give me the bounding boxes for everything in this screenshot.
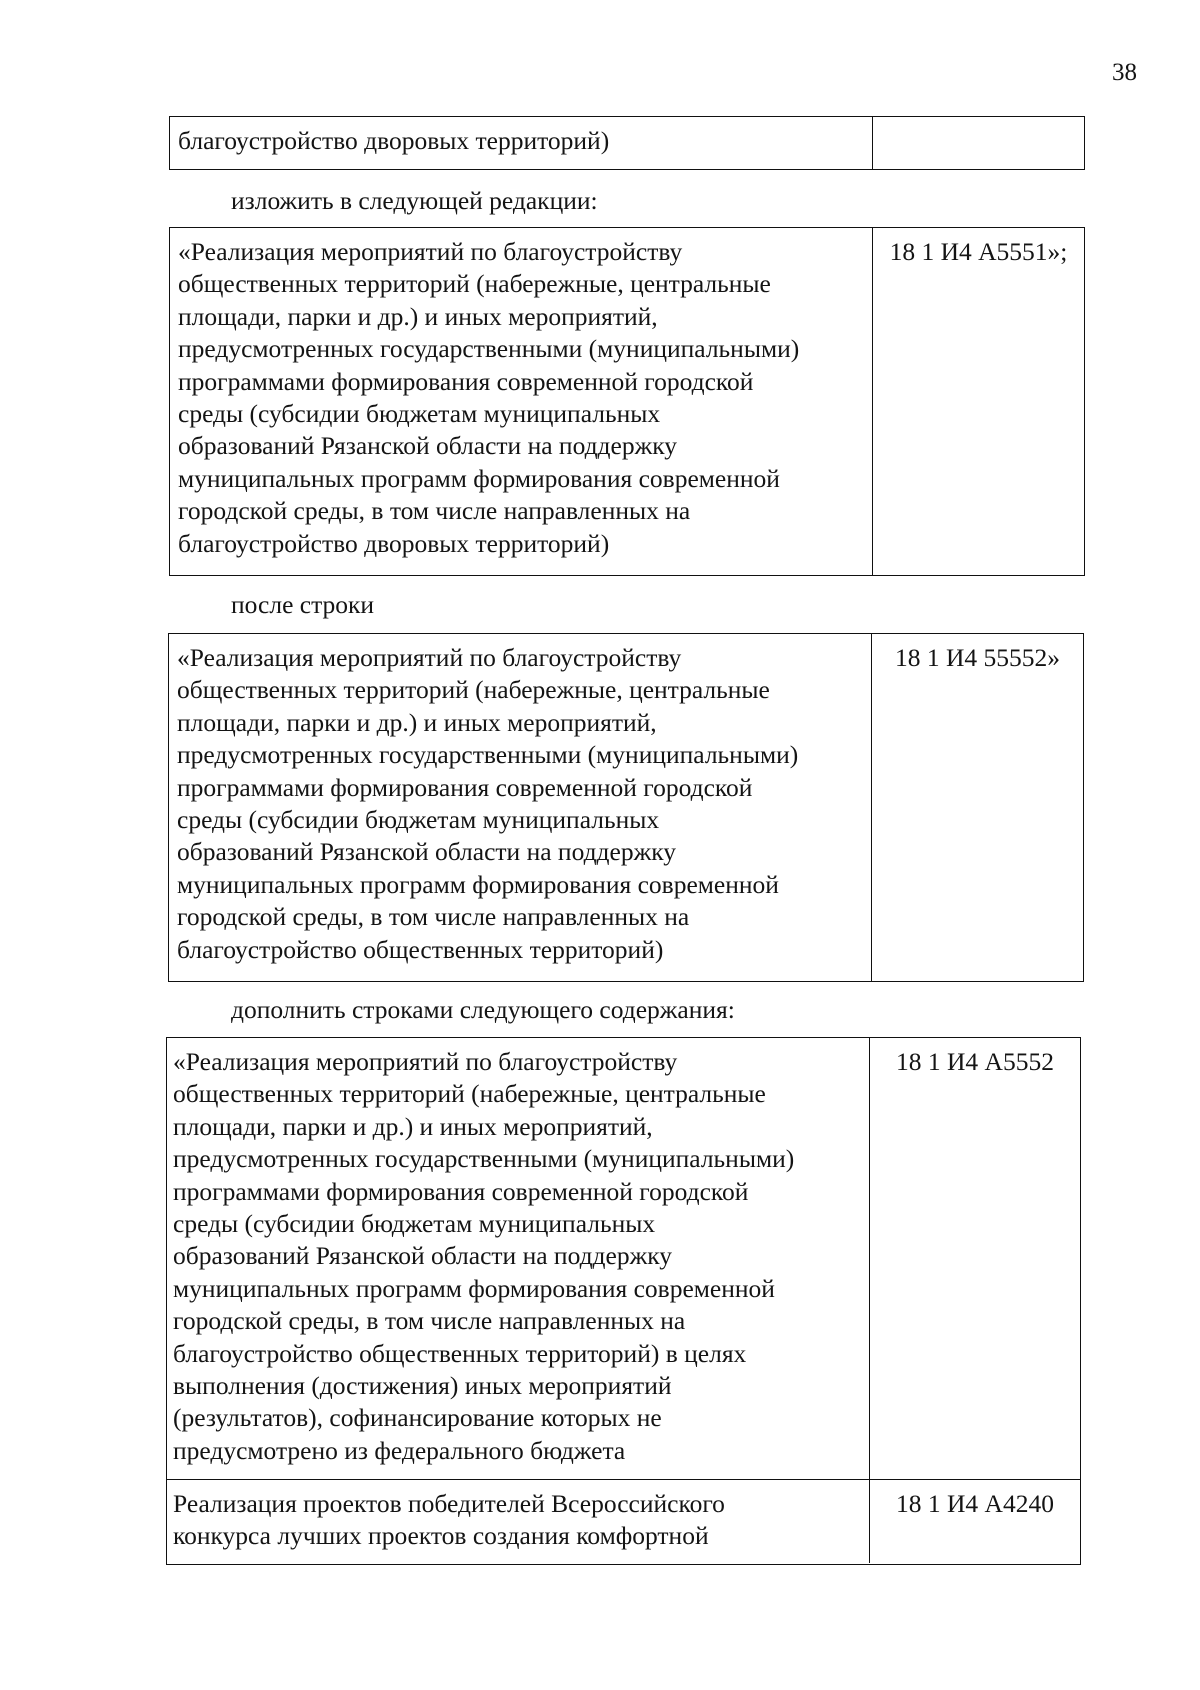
instruction-text-1: изложить в следующей редакции: [231,186,598,215]
text-line: программами формирования современной городской [173,1176,749,1206]
table-cell-description [167,1038,870,1479]
table-cell-code: 18 1 И4 А4240 [896,1489,1054,1518]
text-line: площади, парки и др.) и иных мероприятий, [173,1111,653,1141]
text-line: «Реализация мероприятий по благоустройству [178,237,683,266]
table-cell-code: 18 1 И4 А5551»; [889,237,1068,266]
text-line: благоустройство дворовых территорий) [178,528,610,558]
text-line: площади, парки и др.) и иных мероприятий, [177,707,657,737]
text-line: общественных территорий (набережные, центральные [178,269,771,299]
text-line: программами формирования современной городской [177,772,753,802]
table-row [167,1038,1080,1480]
text-line: городской среды, в том числе направленных на [173,1306,686,1336]
text-line: муниципальных программ формирования современной [177,869,779,899]
text-line: образований Рязанской области на поддержку [177,837,676,867]
instruction-text-2: после строки [231,590,375,619]
text-line: городской среды, в том числе направленных на [178,496,691,526]
text-line: муниципальных программ формирования современной [173,1273,775,1303]
table-cell-description [169,634,872,981]
text-line: благоустройство общественных территорий) в целях [173,1338,747,1368]
text-line: среды (субсидии бюджетам муниципальных [178,399,661,429]
text-line: среды (субсидии бюджетам муниципальных [173,1209,656,1239]
table-added-rows [166,1037,1081,1565]
text-line: благоустройство общественных территорий) [177,934,664,964]
table-cell-code: 18 1 И4 А5552 [896,1047,1054,1076]
table-cell-code: 18 1 И4 55552» [894,643,1061,672]
table-new-edition [169,227,1085,576]
text-line: «Реализация мероприятий по благоустройству [177,643,682,672]
text-line: предусмотрено из федерального бюджета [173,1435,626,1465]
text-line: муниципальных программ формирования современной [178,463,780,493]
text-line: общественных территорий (набережные, центральные [173,1079,766,1109]
text-line: «Реализация мероприятий по благоустройству [173,1047,678,1076]
table-cell-description [167,1480,870,1563]
text-line: конкурса лучших проектов создания комфортной [173,1521,709,1551]
text-line: выполнения (достижения) иных мероприятий [173,1371,672,1401]
text-line: общественных территорий (набережные, центральные [177,675,770,705]
text-line: благоустройство дворовых территорий) [178,126,610,155]
instruction-text-3: дополнить строками следующего содержания: [231,995,735,1024]
text-line: городской среды, в том числе направленных на [177,902,690,932]
text-line: площади, парки и др.) и иных мероприятий, [178,301,658,331]
table-row [167,1480,1080,1563]
text-line: образований Рязанской области на поддержку [178,431,677,461]
text-line: среды (субсидии бюджетам муниципальных [177,805,660,835]
text-line: программами формирования современной городской [178,366,754,396]
table-fragment-top [169,116,1085,170]
text-line: Реализация проектов победителей Всероссийского [173,1489,725,1518]
text-line: предусмотренных государственными (муниципальными) [178,334,800,364]
text-line: предусмотренных государственными (муниципальными) [177,740,799,770]
text-line: предусмотренных государственными (муниципальными) [173,1144,795,1174]
table-cell-description [170,228,873,575]
table-cell-description [170,117,873,169]
table-after-row [168,633,1084,982]
page-number: 38 [1112,59,1137,86]
table-cell-code [873,117,1084,169]
text-line: образований Рязанской области на поддержку [173,1241,672,1271]
text-line: (результатов), софинансирование которых не [173,1403,662,1433]
